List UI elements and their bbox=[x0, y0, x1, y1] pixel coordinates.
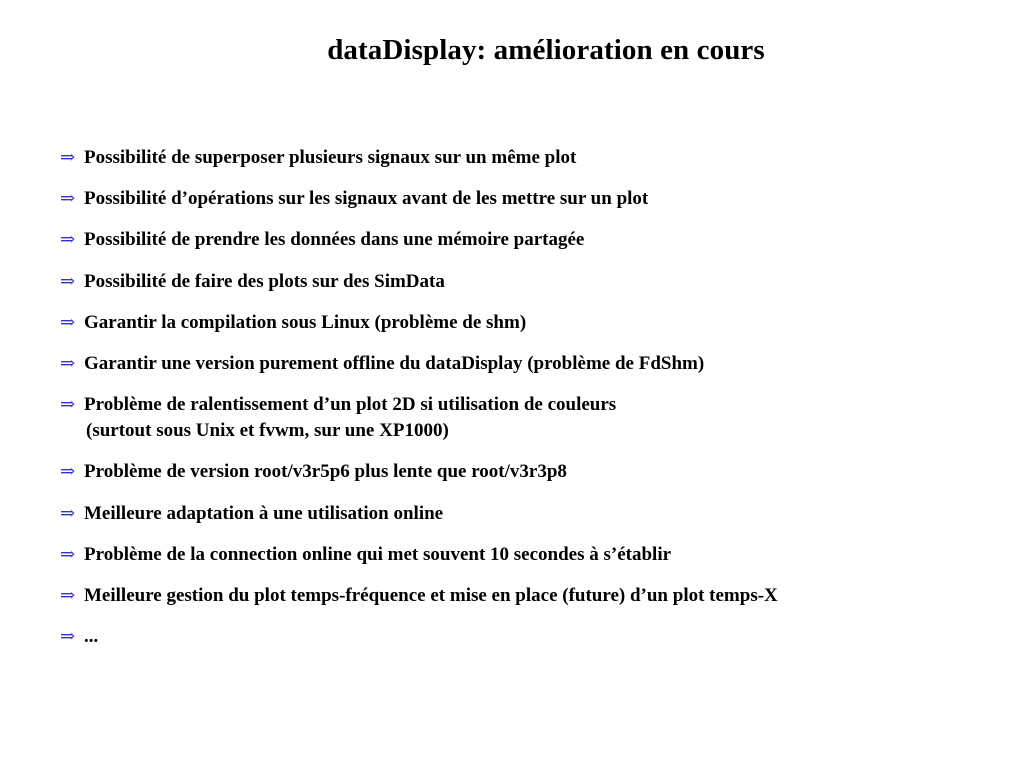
double-right-arrow-icon: ⇒ bbox=[60, 584, 76, 606]
list-item bbox=[60, 186, 1000, 212]
list-item bbox=[60, 269, 1000, 295]
list-item-text: Problème de la connection online qui met souvent 10 secondes à s’établir bbox=[84, 543, 672, 565]
double-right-arrow-icon: ⇒ bbox=[60, 229, 76, 251]
list-item-text: Possibilité de superposer plusieurs signaux sur un même plot bbox=[84, 147, 577, 168]
list-item-text bbox=[84, 392, 1000, 444]
double-right-arrow-icon: ⇒ bbox=[60, 352, 76, 374]
list-item bbox=[60, 351, 1000, 377]
list-item-text: Garantir une version purement offline du dataDisplay (problème de FdShm) bbox=[84, 352, 705, 374]
list-item-subline: (surtout sous Unix et fvwm, sur une XP1000) bbox=[86, 420, 449, 442]
double-right-arrow-icon: ⇒ bbox=[60, 394, 76, 416]
double-right-arrow-icon: ⇒ bbox=[60, 311, 76, 333]
list-item-text: Garantir la compilation sous Linux (problème de shm) bbox=[84, 311, 527, 333]
double-right-arrow-icon: ⇒ bbox=[60, 626, 76, 648]
double-right-arrow-icon: ⇒ bbox=[60, 188, 76, 210]
list-item bbox=[60, 501, 1000, 527]
list-item bbox=[60, 227, 1000, 253]
double-right-arrow-icon: ⇒ bbox=[60, 502, 76, 524]
double-right-arrow-icon: ⇒ bbox=[60, 543, 76, 565]
double-right-arrow-icon: ⇒ bbox=[60, 270, 76, 292]
list-item bbox=[60, 392, 1000, 444]
list-item-text: Meilleure adaptation à une utilisation online bbox=[84, 502, 444, 524]
list-item-text: Problème de version root/v3r5p6 plus lente que root/v3r3p8 bbox=[84, 461, 567, 483]
list-item bbox=[60, 624, 1000, 650]
list-item bbox=[60, 583, 1000, 609]
list-item-text: ... bbox=[84, 626, 99, 648]
list-item bbox=[60, 542, 1000, 568]
list-item bbox=[60, 459, 1000, 485]
list-item-line: Problème de ralentissement d’un plot 2D si utilisation de couleurs bbox=[84, 394, 617, 416]
slide-title: dataDisplay: amélioration en cours bbox=[327, 34, 765, 66]
double-right-arrow-icon: ⇒ bbox=[60, 461, 76, 483]
bullet-list bbox=[60, 145, 1000, 665]
list-item-text: Meilleure gestion du plot temps-fréquence et mise en place (future) d’un plot temps-X bbox=[84, 584, 778, 606]
list-item bbox=[60, 145, 1000, 171]
list-item-text: Possibilité de prendre les données dans une mémoire partagée bbox=[84, 229, 585, 251]
list-item bbox=[60, 310, 1000, 336]
list-item-text: Possibilité d’opérations sur les signaux avant de les mettre sur un plot bbox=[84, 188, 649, 210]
list-item-text: Possibilité de faire des plots sur des SimData bbox=[84, 270, 445, 292]
double-right-arrow-icon: ⇒ bbox=[60, 147, 76, 168]
